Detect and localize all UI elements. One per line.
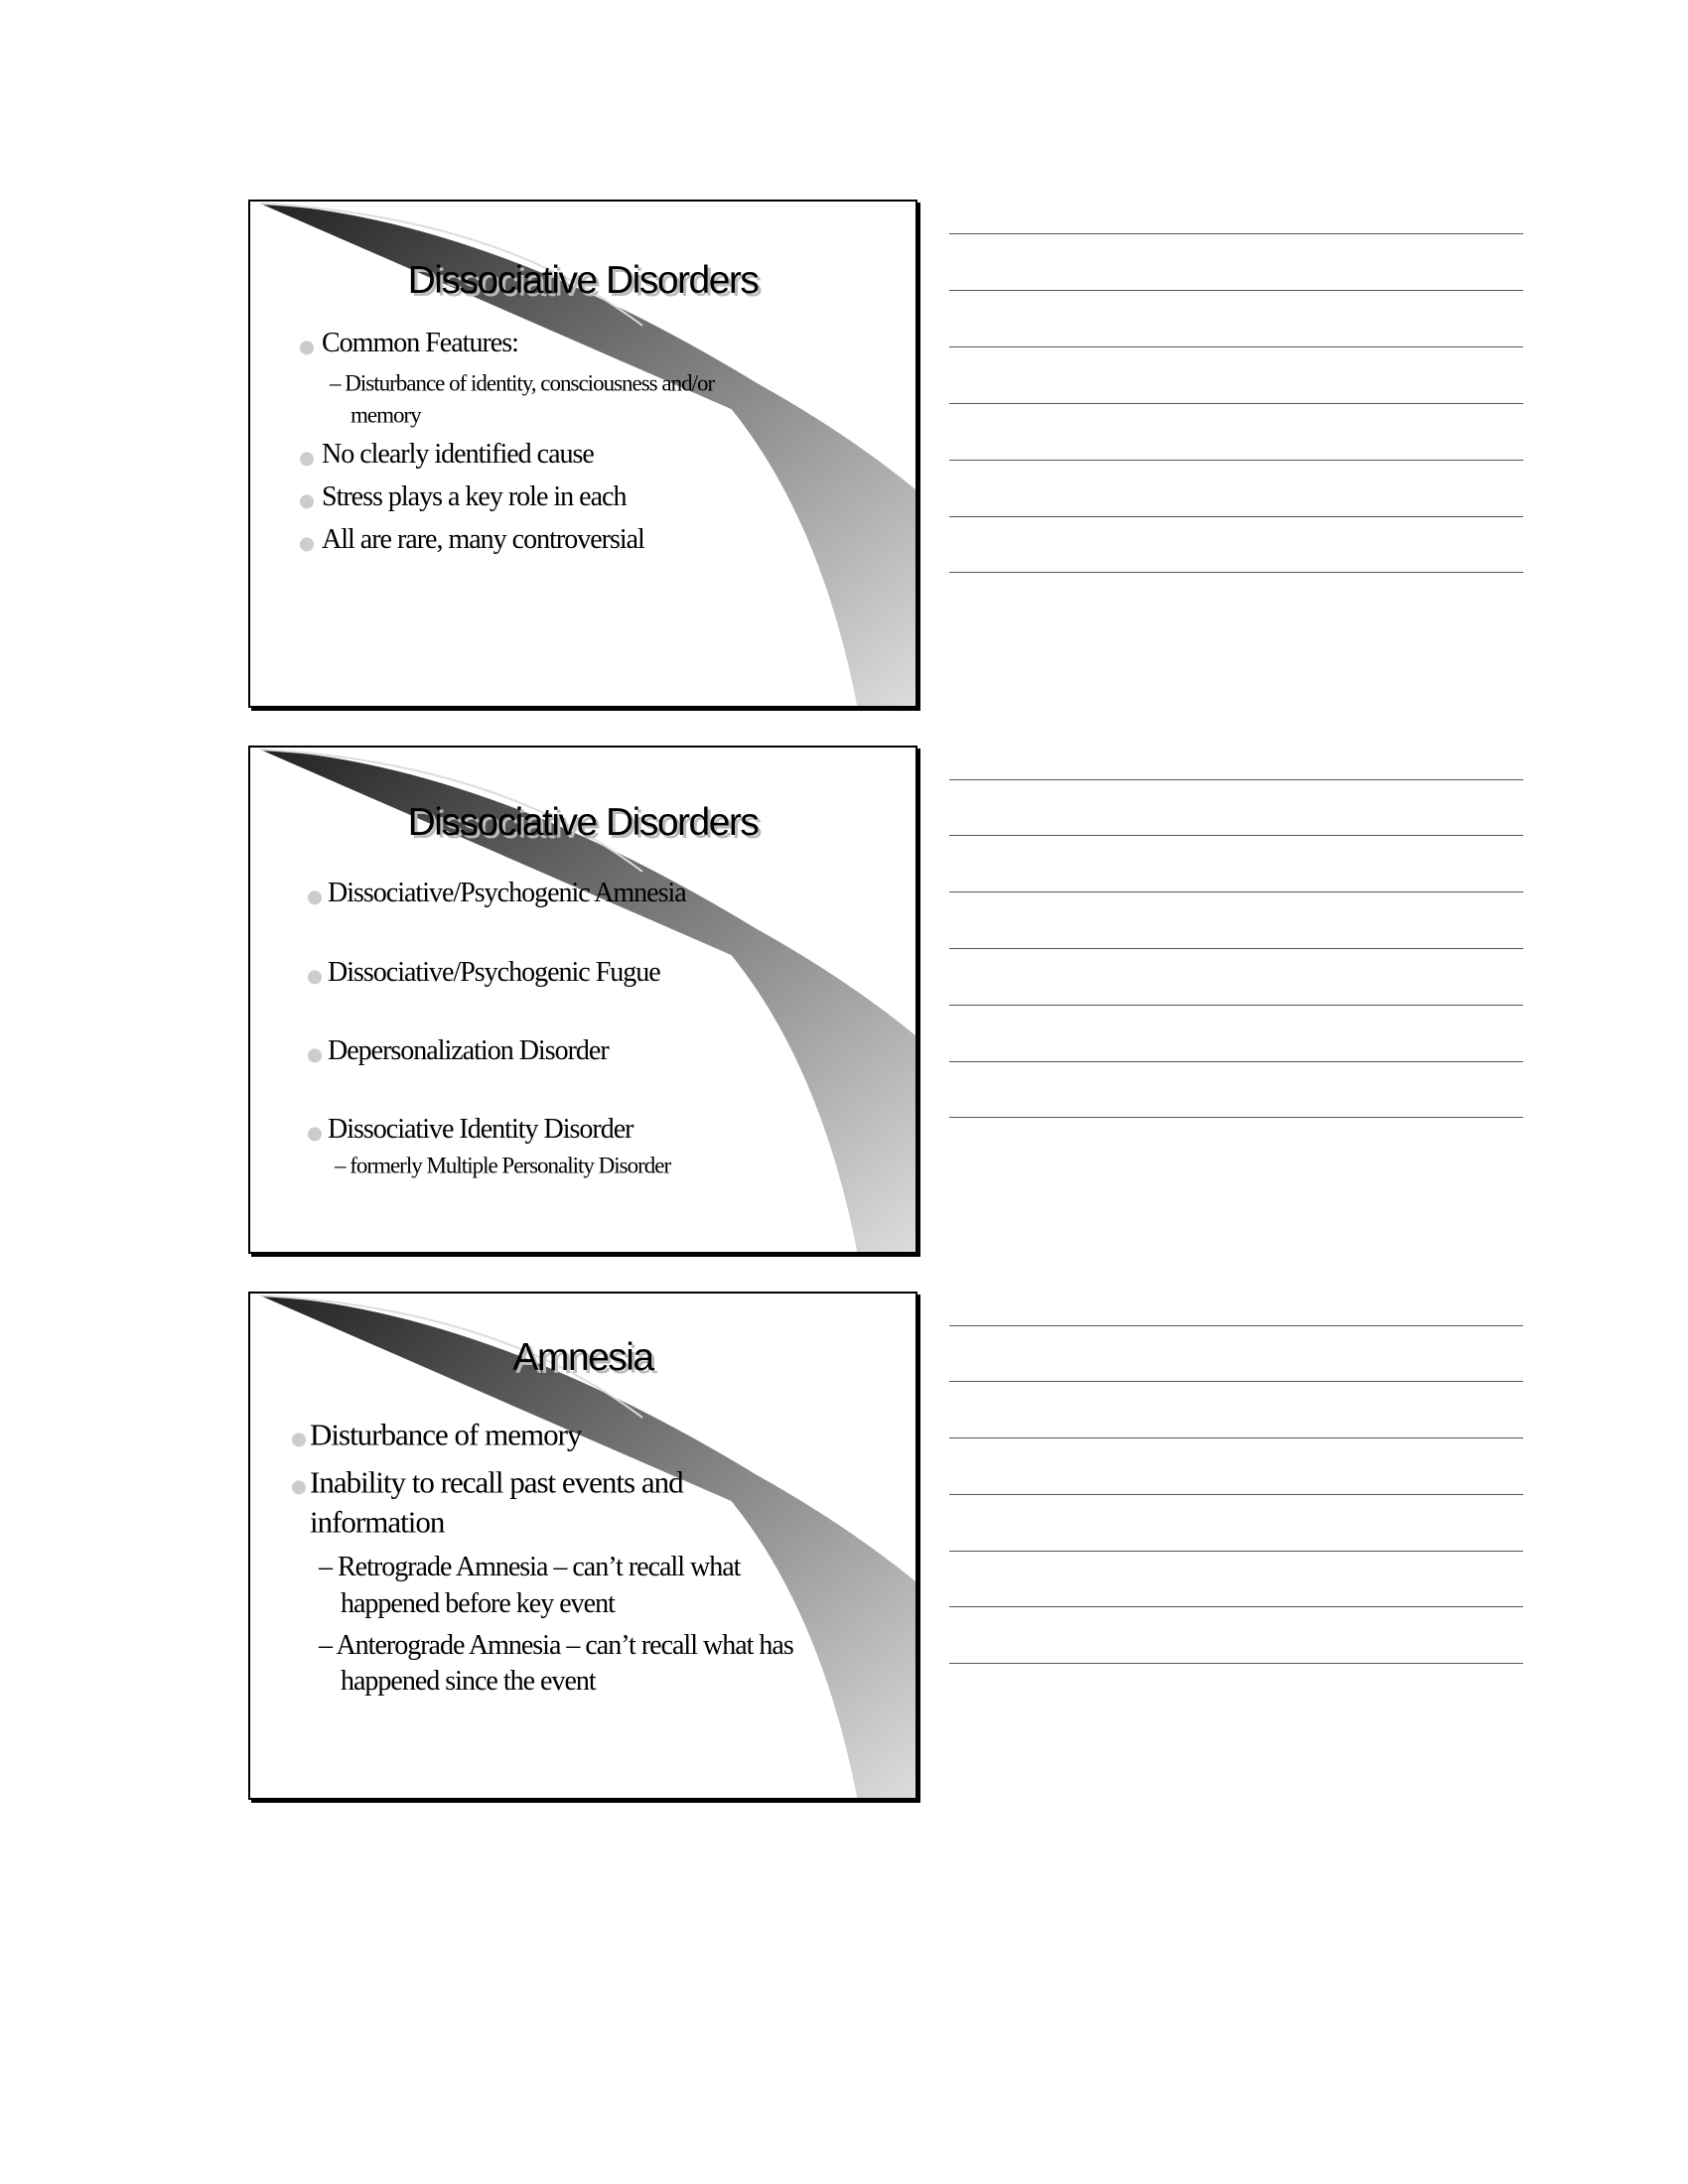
slide-2 — [248, 746, 917, 1254]
bullet-text: Dissociative/Psychogenic Fugue — [328, 956, 660, 988]
note-line — [949, 233, 1523, 234]
note-line — [949, 1005, 1523, 1006]
bullet-text: Inability to recall past events and — [310, 1464, 683, 1500]
slide-title: Amnesia — [512, 1336, 653, 1379]
sub-bullet-text: – Anterograde Amnesia – can’t recall what has — [319, 1629, 793, 1661]
note-line — [949, 1663, 1523, 1664]
bullet-icon — [308, 970, 322, 984]
sub-bullet-text: memory — [351, 402, 421, 428]
note-line — [949, 1117, 1523, 1118]
sub-bullet-text: happened before key event — [341, 1587, 615, 1619]
note-line — [949, 835, 1523, 836]
note-line — [949, 1381, 1523, 1382]
bullet-icon — [292, 1480, 306, 1494]
bullet-icon — [308, 890, 322, 904]
note-line — [949, 891, 1523, 892]
bullet-text: Stress plays a key role in each — [322, 480, 627, 512]
note-line — [949, 1551, 1523, 1552]
note-line — [949, 460, 1523, 461]
note-line — [949, 948, 1523, 949]
bullet-icon — [300, 537, 314, 551]
note-line — [949, 516, 1523, 517]
bullet-text: Dissociative Identity Disorder — [328, 1113, 633, 1145]
note-line — [949, 403, 1523, 404]
bullet-icon — [300, 341, 314, 354]
bullet-icon — [308, 1048, 322, 1062]
slide-1 — [248, 200, 917, 708]
bullet-text: All are rare, many controversial — [322, 523, 644, 555]
bullet-text: Common Features: — [322, 327, 518, 358]
note-line — [949, 779, 1523, 780]
bullet-icon — [308, 1127, 322, 1141]
note-line — [949, 290, 1523, 291]
slide-3 — [248, 1292, 917, 1800]
sub-bullet-text: – formerly Multiple Personality Disorder — [335, 1153, 671, 1178]
bullet-text: information — [310, 1504, 445, 1540]
slide-title: Dissociative Disorders — [407, 259, 759, 302]
bullet-text: No clearly identified cause — [322, 438, 594, 470]
note-line — [949, 572, 1523, 573]
sub-bullet-text: happened since the event — [341, 1665, 596, 1697]
sub-bullet-text: – Retrograde Amnesia – can’t recall what — [319, 1551, 741, 1582]
bullet-icon — [292, 1433, 306, 1446]
bullet-text: Dissociative/Psychogenic Amnesia — [328, 877, 686, 908]
note-line — [949, 1437, 1523, 1438]
bullet-text: Depersonalization Disorder — [328, 1034, 609, 1066]
note-line — [949, 1494, 1523, 1495]
slide-title: Dissociative Disorders — [407, 801, 759, 844]
note-line — [949, 1606, 1523, 1607]
bullet-text: Disturbance of memory — [310, 1417, 582, 1452]
note-line — [949, 346, 1523, 347]
sub-bullet-text: – Disturbance of identity, consciousness and/or — [330, 370, 715, 396]
bullet-icon — [300, 494, 314, 508]
bullet-icon — [300, 452, 314, 466]
note-line — [949, 1061, 1523, 1062]
note-line — [949, 1325, 1523, 1326]
